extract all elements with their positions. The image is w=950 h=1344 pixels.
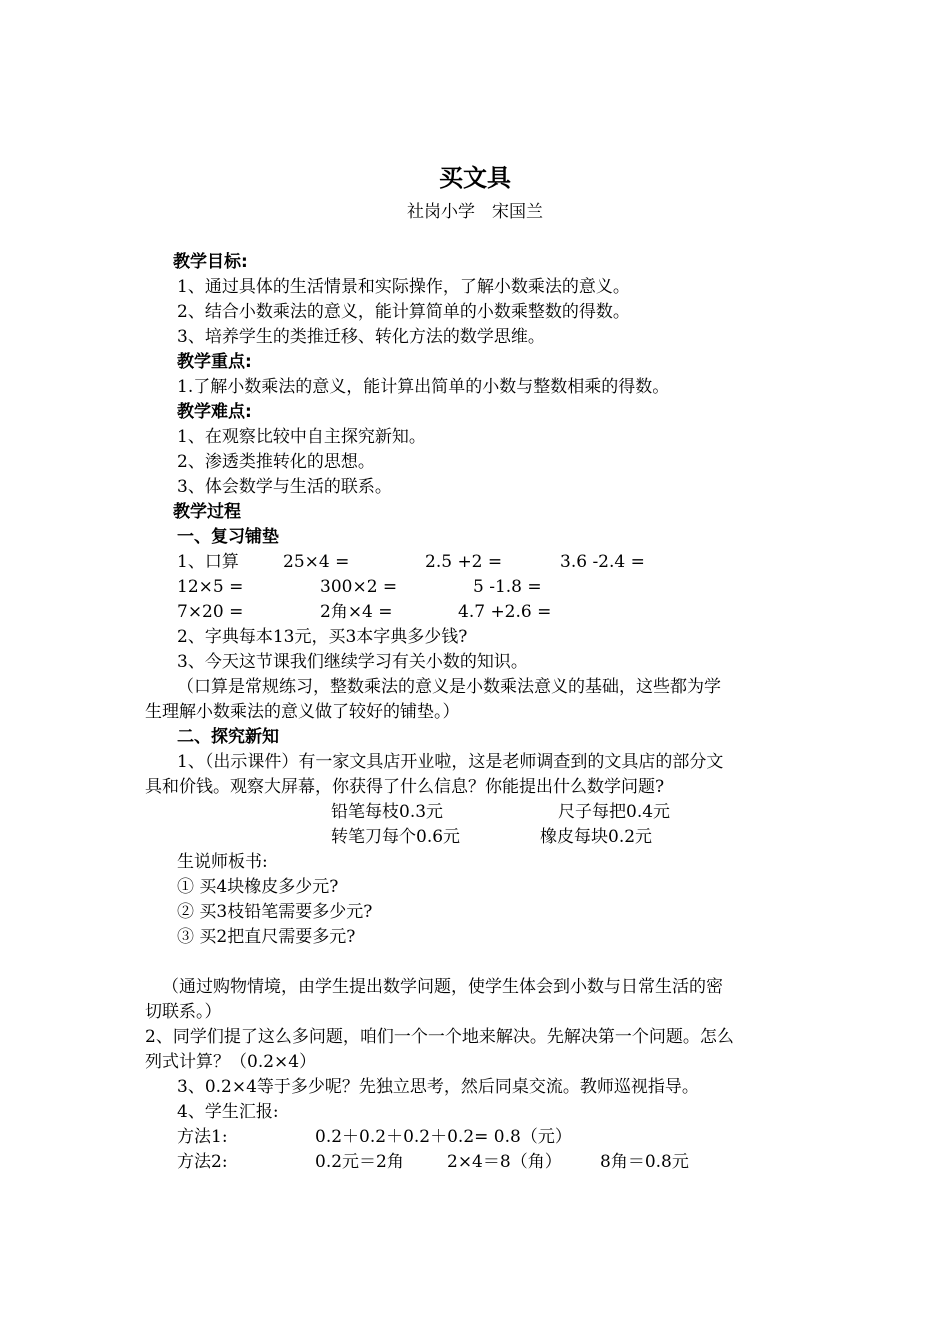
method-value: 2×4＝8（角） [447, 1152, 562, 1172]
method-value: 8角＝0.8元 [600, 1152, 689, 1172]
oral-cell: 25×4 = [283, 552, 350, 572]
board-question: ③ 买2把直尺需要多元? [177, 927, 356, 947]
price-item: 转笔刀每个0.6元 [331, 827, 461, 847]
section2-heading: 二、探究新知 [177, 727, 279, 747]
oral-cell: 3.6 -2.4 = [560, 552, 645, 572]
goal-item: 3、培养学生的类推迁移、转化方法的数学思维。 [177, 327, 545, 347]
oral-cell: 12×5 = [177, 577, 244, 597]
oral-cell: 4.7 +2.6 = [458, 602, 552, 622]
method-value: 0.2元＝2角 [315, 1152, 404, 1172]
price-item: 铅笔每枝0.3元 [331, 802, 444, 822]
goal-item: 1、通过具体的生活情景和实际操作，了解小数乘法的意义。 [177, 277, 630, 297]
section1-heading: 一、复习铺垫 [177, 527, 279, 547]
difficulty-item: 3、体会数学与生活的联系。 [177, 477, 392, 497]
review-question: 3、今天这节课我们继续学习有关小数的知识。 [177, 652, 528, 672]
explore-paragraph: 具和价钱。观察大屏幕，你获得了什么信息？你能提出什么数学问题? [145, 777, 665, 797]
board-question: ② 买3枝铅笔需要多少元? [177, 902, 373, 922]
method-value: 0.2＋0.2＋0.2＋0.2= 0.8（元） [315, 1127, 572, 1147]
review-question: 2、字典每本13元，买3本字典多少钱? [177, 627, 468, 647]
oral-cell: 5 -1.8 = [473, 577, 542, 597]
keypoints-heading: 教学重点: [177, 352, 252, 372]
explore-paragraph: 2、同学们提了这么多问题，咱们一个一个地来解决。先解决第一个问题。怎么 [145, 1027, 734, 1047]
goal-item: 2、结合小数乘法的意义，能计算简单的小数乘整数的得数。 [177, 302, 630, 322]
board-label: 生说师板书: [177, 852, 268, 872]
process-heading: 教学过程 [173, 502, 241, 522]
oral-cell: 300×2 = [320, 577, 398, 597]
method-label: 方法1: [177, 1127, 228, 1147]
difficulty-item: 2、渗透类推转化的思想。 [177, 452, 375, 472]
page-title: 买文具 [439, 164, 511, 192]
explore-paragraph: 3、0.2×4等于多少呢？先独立思考，然后同桌交流。教师巡视指导。 [177, 1077, 699, 1097]
method-label: 方法2: [177, 1152, 228, 1172]
explore-note: （通过购物情境，由学生提出数学问题，使学生体会到小数与日常生活的密 [162, 977, 723, 997]
board-question: ① 买4块橡皮多少元? [177, 877, 339, 897]
keypoint-item: 1.了解小数乘法的意义，能计算出简单的小数与整数相乘的得数。 [177, 377, 670, 397]
explore-note: 切联系。） [145, 1002, 222, 1022]
explore-paragraph: 1、（出示课件）有一家文具店开业啦，这是老师调查到的文具店的部分文 [177, 752, 724, 772]
difficulties-heading: 教学难点: [177, 402, 252, 422]
explore-paragraph: 列式计算？（0.2×4） [145, 1052, 317, 1072]
review-note: 生理解小数乘法的意义做了较好的铺垫。） [145, 702, 460, 722]
price-item: 尺子每把0.4元 [558, 802, 671, 822]
difficulty-item: 1、在观察比较中自主探究新知。 [177, 427, 426, 447]
oral-label: 1、口算 [177, 552, 239, 572]
explore-paragraph: 4、学生汇报: [177, 1102, 279, 1122]
price-item: 橡皮每块0.2元 [540, 827, 653, 847]
oral-cell: 7×20 = [177, 602, 244, 622]
review-note: （口算是常规练习，整数乘法的意义是小数乘法意义的基础，这些都为学 [177, 677, 721, 697]
oral-cell: 2角×4 = [320, 602, 393, 622]
goals-heading: 教学目标: [173, 252, 248, 272]
oral-cell: 2.5 +2 = [425, 552, 503, 572]
author-line: 社岗小学 宋国兰 [407, 202, 543, 222]
